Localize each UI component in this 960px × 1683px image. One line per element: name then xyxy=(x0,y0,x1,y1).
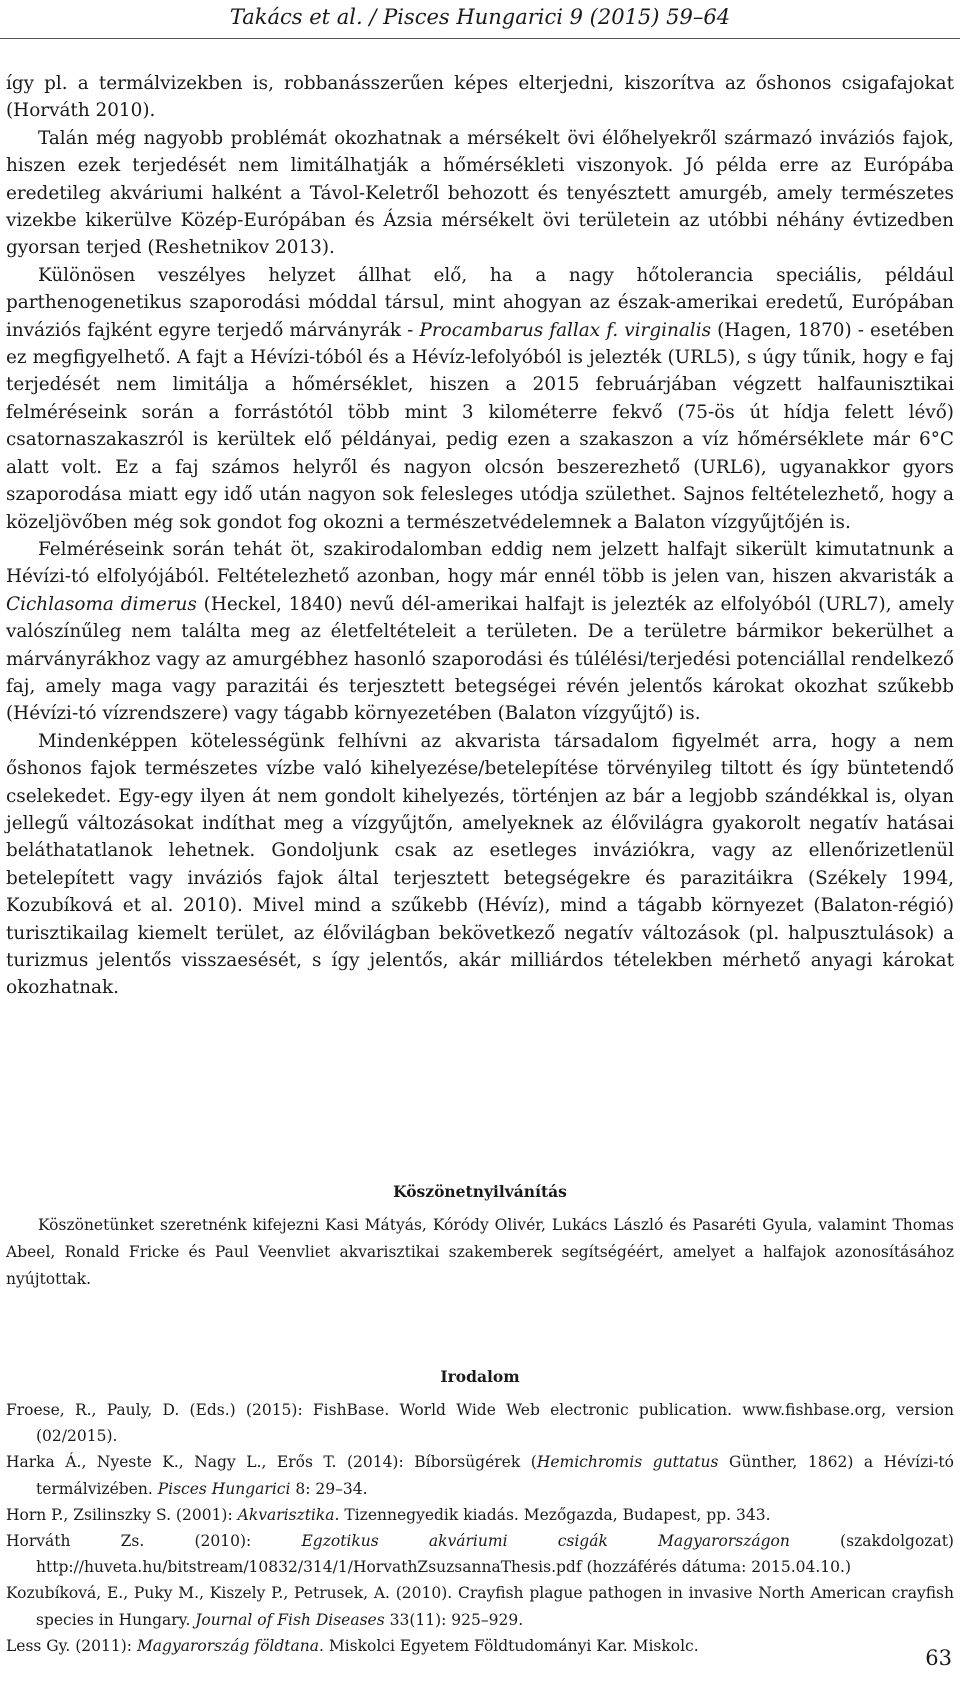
reference-item xyxy=(6,1528,954,1580)
reference-text xyxy=(6,1528,954,1580)
paragraph xyxy=(6,536,954,728)
book-title: Magyarország földtana xyxy=(136,1636,319,1655)
reference-item xyxy=(6,1580,954,1632)
text-run: Felméréseink során tehát öt, szakirodalomban eddig nem jelzett halfajt sikerült kimutatnunk a Hévízi-tó elfolyójából. Feltételezhető azonban, hogy már ennél több is jelen van, hiszen akvaristák a xyxy=(6,538,954,588)
text-run: Less Gy. (2011): xyxy=(6,1636,137,1655)
paragraph xyxy=(6,262,954,536)
text-run: Günther, 1862) a Hévízi-tó termálvizében. xyxy=(36,1453,954,1498)
text-run: (Heckel, 1840) nevű dél-amerikai halfajt is jelezték az elfolyóból (URL7), amely valószínűleg nem találta meg az életfeltételeit a területen. De a területre bármikor bekerülhet a márványrákhoz vagy az amurgébhez hasonló szaporodási és túlélési/terjedési potenciállal rendelkező faj, amely maga vagy parazitái és terjesztett betegségei révén jelentős károkat okozhat szűkebb (Hévízi-tó vízrendszere) vagy tágabb környezetében (Balaton vízgyűjtő) is. xyxy=(6,593,954,725)
text-run: Kozubíková, E., Puky M., Kiszely P., Petrusek, A. (2010). Crayfish plague pathogen in invasive North American crayfish species in Hungary. xyxy=(6,1584,954,1629)
thesis-title: Egzotikus akváriumi csigák Magyarországon xyxy=(301,1532,790,1551)
text-run: 33(11): 925–929. xyxy=(384,1610,524,1629)
page-number: 63 xyxy=(925,1646,952,1670)
paragraph: Talán még nagyobb problémát okozhatnak a mérsékelt övi élőhelyekről származó inváziós fajok, hiszen ezek terjedését nem limitálhatják a hőmérsékleti viszonyok. Jó példa erre az Európába eredetileg akváriumi halként a Távol-Keletről behozott és tenyésztett amurgéb, amely természetes vizekbe kikerülve Közép-Európában és Ázsia mérsékelt övi területein az utóbbi néhány évtizedben gyorsan terjed (Reshetnikov 2013). xyxy=(6,127,954,259)
text-run: (szakdolgozat) http://huveta.hu/bitstream/10832/314/1/HorvathZsuzsannaThesis.pdf (hozzáférés dátuma: 2015.04.10.) xyxy=(36,1532,954,1577)
references-heading: Irodalom xyxy=(440,1367,520,1386)
text-run: Horn P., Zsilinszky S. (2001): xyxy=(6,1505,238,1524)
journal-name: Pisces Hungarici xyxy=(157,1479,291,1498)
reference-item xyxy=(6,1633,954,1659)
journal-name: Journal of Fish Diseases xyxy=(195,1610,385,1629)
reference-text xyxy=(6,1580,954,1632)
species-name: Procambarus fallax f. virginalis xyxy=(419,319,712,341)
reference-item xyxy=(6,1449,954,1501)
text-run: (Hagen, 1870) - esetében ez megfigyelhető. A fajt a Hévízi-tóból és a Hévíz-lefolyóból is jelezték (URL5), s úgy tűnik, hogy e faj terjedését nem limitálja a hőmérséklet, hiszen a 2015 februárjában végzett halfaunisztikai felméréseink során a forrástótól több mint 3 kilométerre fekvő (75-ös út hídja felett lévő) csatornaszakaszról is kerültek elő példányai, pedig ezen a szakaszon a víz hőmérséklete már 6°C alatt volt. Ez a faj számos helyről és nagyon olcsón beszerezhető (URL6), ugyanakkor gyors szaporodása miatt egy idő után nagyon sok felesleges utódja születhet. Sajnos feltételezhető, hogy a közeljövőben még sok gondot fog okozni a természetvédelemnek a Balaton vízgyűjtőjén is. xyxy=(6,319,954,533)
text-run: 8: 29–34. xyxy=(290,1479,368,1498)
reference-text xyxy=(6,1502,954,1528)
text-run: Harka Á., Nyeste K., Nagy L., Erős T. (2014): Bíborsügérek ( xyxy=(6,1453,537,1472)
reference-text: Froese, R., Pauly, D. (Eds.) (2015): FishBase. World Wide Web electronic publication. www.fishbase.org, version (02/2015). xyxy=(6,1401,954,1446)
main-text xyxy=(6,70,954,1002)
reference-text xyxy=(6,1449,954,1501)
text-run: Horváth Zs. (2010): xyxy=(6,1532,302,1551)
acknowledgements-text: Köszönetünket szeretnénk kifejezni Kasi Mátyás, Kóródy Olivér, Lukács László és Pasaréti Gyula, valamint Thomas Abeel, Ronald Fricke és Paul Veenvliet akvarisztikai szakemberek segítségéért, amelyet a halfajok azonosításához nyújtottak. xyxy=(6,1216,954,1288)
reference-list xyxy=(6,1397,954,1659)
acknowledgements xyxy=(6,1212,954,1293)
text-run: Különösen veszélyes helyzet állhat elő, ha a nagy hőtolerancia speciális, például parthenogenetikus szaporodási móddal társul, mint ahogyan az észak-amerikai eredetű, Európában inváziós fajként egyre terjedő márványrák - xyxy=(6,264,954,341)
reference-item xyxy=(6,1397,954,1449)
header-rule xyxy=(0,38,960,39)
species-name: Hemichromis guttatus xyxy=(536,1453,719,1472)
paragraph: így pl. a termálvizekben is, robbanásszerűen képes elterjedni, kiszorítva az őshonos csigafajokat (Horváth 2010). xyxy=(6,73,954,122)
reference-item xyxy=(6,1502,954,1528)
species-name: Cichlasoma dimerus xyxy=(6,593,197,615)
text-run: . Miskolci Egyetem Földtudományi Kar. Miskolc. xyxy=(318,1636,699,1655)
acknowledgements-heading: Köszönetnyilvánítás xyxy=(393,1182,567,1201)
paragraph: Mindenképpen kötelességünk felhívni az akvarista társadalom figyelmét arra, hogy a nem őshonos fajok természetes vízbe való kihelyezése/betelepítése törvényileg tiltott és így büntetendő cselekedet. Egy-egy ilyen át nem gondolt kihelyezés, történjen az bár a legjobb szándékkal is, olyan jellegű változásokat indíthat meg a vízgyűjtőn, amelyeknek az élővilágra gyakorolt negatív hatásai beláthatatlanok lehetnek. Gondoljunk csak az esetleges inváziókra, vagy az ellenőrizetlenül betelepített vagy inváziós fajok által terjesztett betegségekre és parazitáikra (Székely 1994, Kozubíková et al. 2010). Mivel mind a szűkebb (Hévíz), mind a tágabb környezet (Balaton-régió) turisztikailag kiemelt terület, az élővilágban bekövetkező negatív változások (pl. halpusztulások) a turizmus jelentős visszaesését, s így jelentős, akár milliárdos tételekben mérhető anyagi károkat okozhatnak. xyxy=(6,730,954,999)
reference-text xyxy=(6,1633,954,1659)
text-run: . Tizennegyedik kiadás. Mezőgazda, Budapest, pp. 343. xyxy=(334,1505,771,1524)
running-head: Takács et al. / Pisces Hungarici 9 (2015) 59–64 xyxy=(229,5,731,29)
book-title: Akvarisztika xyxy=(237,1505,335,1524)
